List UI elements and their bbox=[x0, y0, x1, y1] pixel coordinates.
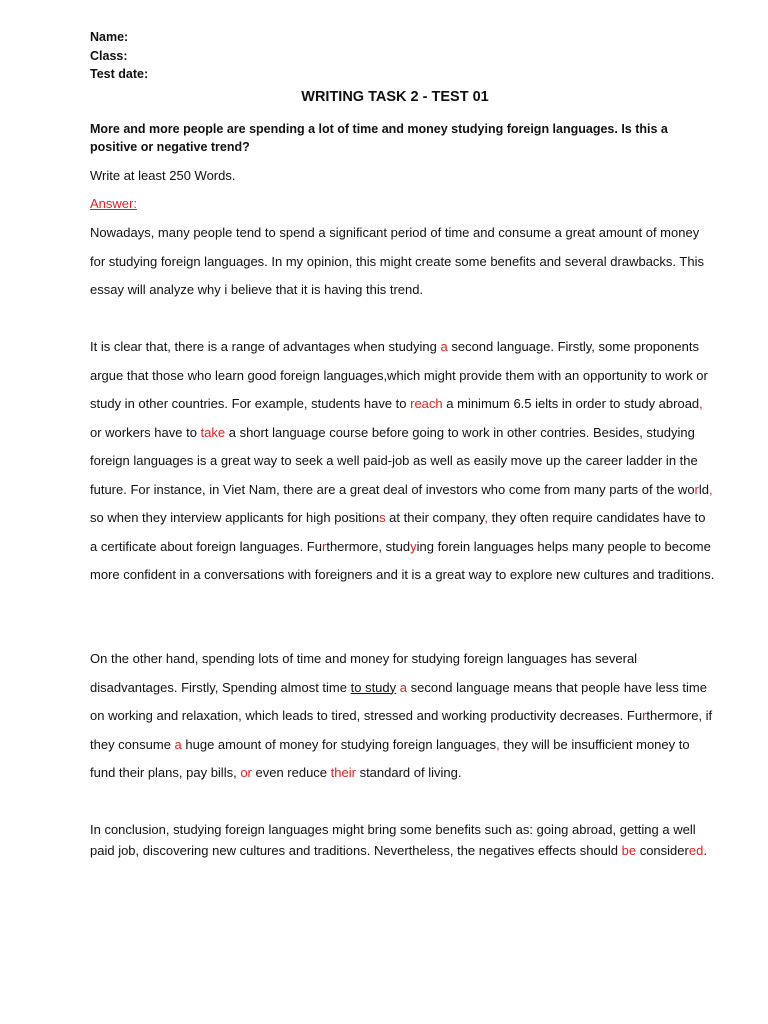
correction-mark: , bbox=[709, 481, 713, 497]
name-label: Name: bbox=[90, 30, 129, 44]
paragraph-text: In conclusion, studying foreign languages might bring some benefits such as: going abroad, getting a well paid job, discovering new cultures and traditions. Nevertheless, the negatives effects should bbox=[90, 822, 696, 858]
correction-mark: , bbox=[699, 396, 703, 411]
correction-mark: s bbox=[379, 510, 386, 525]
correction-mark: ed bbox=[688, 843, 704, 858]
class-label: Class: bbox=[90, 49, 128, 63]
paragraph-text: thermore, if they consume bbox=[90, 708, 713, 752]
test-date-label: Test date: bbox=[90, 67, 149, 81]
correction-mark: or bbox=[240, 765, 252, 780]
paragraph-advantages bbox=[90, 333, 715, 590]
paragraph-text: or workers have to bbox=[90, 424, 201, 440]
paragraph-text: Nowadays, many people tend to spend a significant period of time and consume a great amount of money for studying foreign languages. In my opinion, this might create some benefits and several drawbacks. This essay will analyze why i believe that it is having this trend. bbox=[90, 225, 704, 297]
correction-mark: r bbox=[321, 538, 327, 554]
correction-mark: y bbox=[410, 538, 417, 554]
paragraph-text: a short language course before going to work in other contries. Besides, studying foreign languages is a great way to seek a well paid-job as well as easily move up the career ladder in the future. For instance, in Viet Nam, there are a great deal of investors who come from many parts of the wo bbox=[90, 424, 698, 497]
paragraph-text: thermore, stud bbox=[326, 538, 411, 554]
correction-mark: take bbox=[200, 424, 226, 440]
paragraph-text: a minimum 6.5 ielts in order to study abroad bbox=[442, 396, 700, 411]
paragraph-text: at their company bbox=[385, 510, 485, 525]
essay-question: More and more people are spending a lot of time and money studying foreign languages. Is this a positive or negative trend? bbox=[90, 122, 668, 154]
paragraph-conclusion bbox=[90, 819, 715, 861]
correction-mark: r bbox=[642, 708, 647, 723]
paragraph-text: huge amount of money for studying foreign languages bbox=[181, 736, 497, 752]
paragraph-text: ing forein languages helps many people to become more confident in a conversations with foreigners and it is a great way to explore new cultures and traditions. bbox=[90, 538, 715, 582]
correction-mark: be bbox=[621, 843, 637, 858]
paragraph-text: so when they interview applicants for high position bbox=[90, 510, 380, 525]
paragraph-introduction bbox=[90, 219, 715, 305]
paragraph-text: consider bbox=[636, 843, 689, 858]
underlined-text: to study bbox=[350, 679, 397, 695]
paragraph-text: even reduce bbox=[251, 765, 331, 780]
paragraph-text: It is clear that, there is a range of advantages when studying bbox=[90, 339, 441, 354]
correction-mark: reach bbox=[410, 396, 443, 411]
correction-mark: a bbox=[440, 339, 448, 354]
correction-mark: , bbox=[496, 736, 500, 752]
paragraph-text: . bbox=[703, 843, 707, 858]
paragraph-text: second language. Firstly, some proponents argue that those who learn good foreign languages,which might provide them with an opportunity to work or study in other countries. For example, students have to bbox=[90, 339, 708, 411]
paragraph-text: second language means that people have less time on working and relaxation, which leads to tired, stressed and working productivity decreases. Fu bbox=[90, 679, 707, 723]
paragraph-disadvantages bbox=[90, 645, 715, 788]
word-count-instruction: Write at least 250 Words. bbox=[90, 168, 236, 183]
paragraph-text: ld bbox=[698, 481, 710, 497]
correction-mark: , bbox=[484, 510, 488, 525]
answer-label: Answer: bbox=[90, 196, 137, 211]
paragraph-text: they often require candidates have to a certificate about foreign languages. Fu bbox=[90, 510, 706, 554]
correction-mark: r bbox=[694, 481, 699, 497]
correction-mark: their bbox=[330, 765, 356, 780]
paragraph-text: On the other hand, spending lots of time and money for studying foreign languages has several disadvantages. Firstly, Spending almost time bbox=[90, 651, 638, 695]
correction-mark: a bbox=[174, 736, 182, 752]
paragraph-text: standard of living. bbox=[355, 765, 462, 780]
page-title: WRITING TASK 2 - TEST 01 bbox=[301, 89, 489, 105]
correction-mark: a bbox=[399, 679, 407, 695]
paragraph-text: they will be insufficient money to fund their plans, pay bills, bbox=[90, 736, 690, 780]
